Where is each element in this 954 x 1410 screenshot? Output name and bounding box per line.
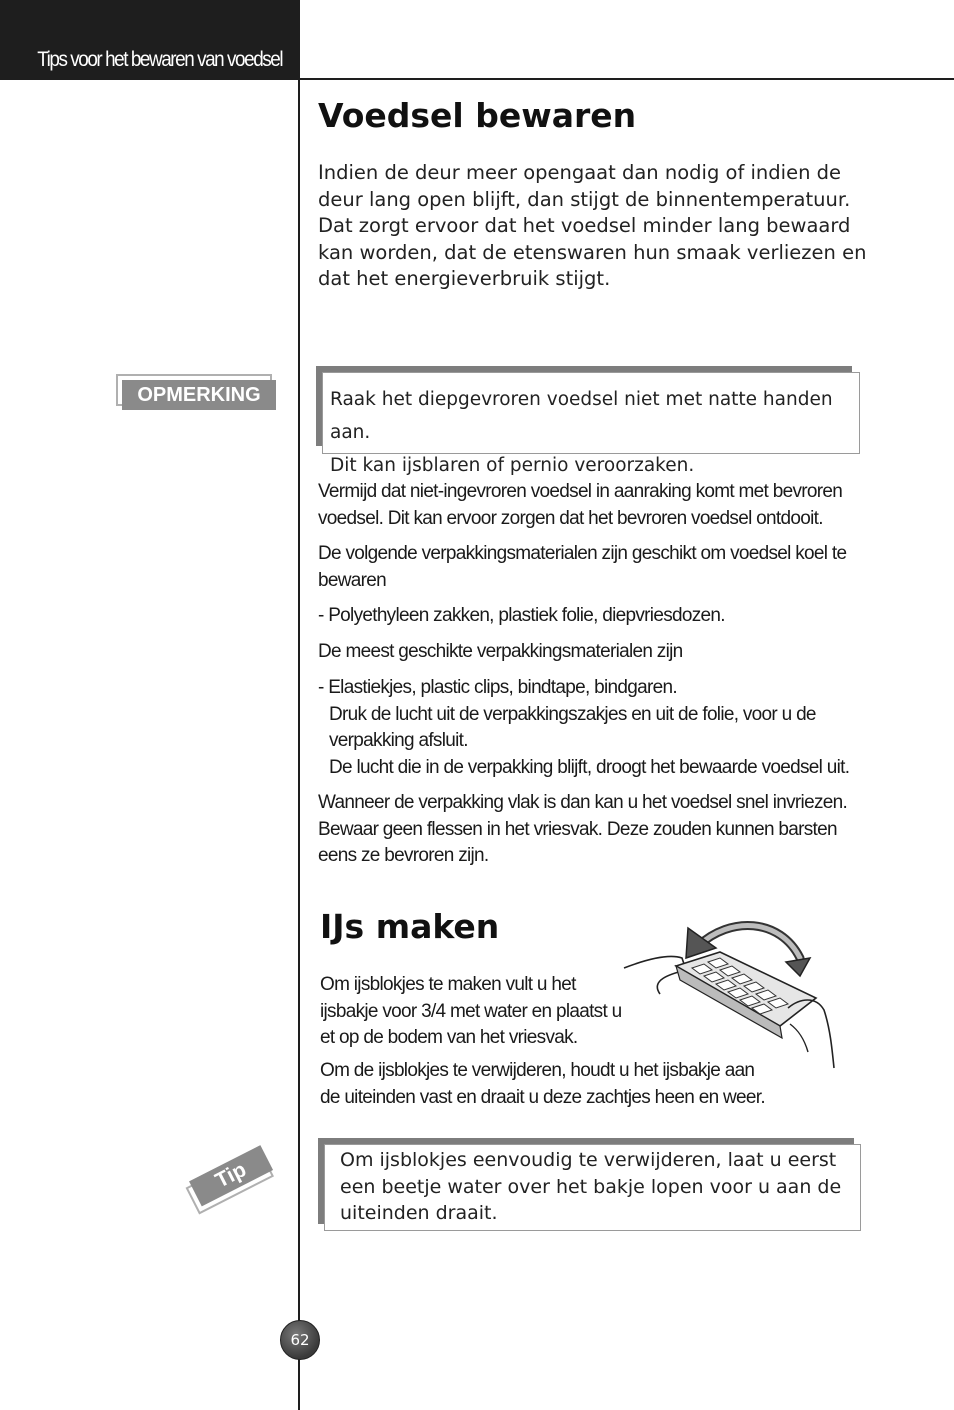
ice-instruction-1-line-1: Om ijsblokjes te maken vult u het — [320, 974, 576, 995]
ice-instruction-2-line-1: Om de ijsblokjes te verwijderen, houdt u het ijsbakje aan — [320, 1060, 755, 1081]
header-rule — [300, 78, 954, 80]
body-paragraph-5-line-2: Druk de lucht uit de verpakkingszakjes en uit de folie, voor u de verpakking afsluit. — [329, 703, 816, 751]
body-paragraph-3: - Polyethyleen zakken, plastiek folie, diepvriesdozen. — [318, 605, 725, 626]
body-paragraph-6: Wanneer de verpakking vlak is dan kan u het voedsel snel invriezen. Bewaar geen flessen in het vriesvak. Deze zouden kunnen barsten eens ze bevroren zijn. — [318, 792, 848, 866]
section-title-ijs-maken: IJs maken — [320, 907, 500, 946]
ice-instruction-1-line-3: et op de bodem van het vriesvak. — [320, 1027, 578, 1048]
body-paragraph-5 — [318, 675, 863, 781]
note-line-2: Dit kan ijsblaren of pernio veroorzaken. — [330, 455, 695, 476]
vertical-divider — [298, 80, 300, 1410]
tip-box — [324, 1144, 861, 1231]
ice-instruction-2-line-2: de uiteinden vast en draait u deze zachtjes heen en weer. — [320, 1086, 765, 1108]
page-number: 62 — [280, 1320, 320, 1360]
ice-tray-illustration — [620, 918, 840, 1078]
body-paragraph-5-line-3: De lucht die in de verpakking blijft, droogt het bewaarde voedsel uit. — [329, 756, 850, 778]
body-paragraph-4: De meest geschikte verpakkingsmaterialen zijn — [318, 641, 683, 662]
body-paragraph-1: Vermijd dat niet-ingevroren voedsel in aanraking komt met bevroren voedsel. Dit kan ervoor zorgen dat het bevroren voedsel ontdooit. — [318, 481, 843, 529]
header-title: Tips voor het bewaren van voedsel — [37, 48, 282, 71]
ice-instruction-1 — [320, 972, 660, 1052]
tip-text: Om ijsblokjes eenvoudig te verwijderen, laat u eerst een beetje water over het bakje lopen voor u aan de uiteinden draait. — [340, 1149, 842, 1224]
header-tab — [0, 0, 300, 80]
note-box — [322, 372, 860, 476]
section-title-voedsel-bewaren: Voedsel bewaren — [318, 96, 637, 135]
note-label — [116, 374, 276, 410]
note-label-text: OPMERKING — [122, 380, 276, 410]
twist-arrow-icon — [698, 925, 800, 958]
tip-label-text: Tip — [189, 1145, 273, 1206]
body-paragraph-5-line-1: - Elastiekjes, plastic clips, bindtape, bindgaren. — [318, 677, 677, 698]
ice-instruction-1-line-2: ijsbakje voor 3/4 met water en plaatst u — [320, 1000, 622, 1022]
note-line-1: Raak het diepgevroren voedsel niet met natte handen aan. — [330, 389, 833, 443]
body-paragraph-2: De volgende verpakkingsmaterialen zijn geschikt om voedsel koel te bewaren — [318, 543, 847, 591]
tip-label — [184, 1144, 281, 1220]
intro-paragraph: Indien de deur meer opengaat dan nodig of indien de deur lang open blijft, dan stijgt de binnentemperatuur. Dat zorgt ervoor dat het voedsel minder lang bewaard kan worden, dat de etenswaren hun smaak verliezen en dat het energieverbruik stijgt. — [318, 161, 867, 290]
